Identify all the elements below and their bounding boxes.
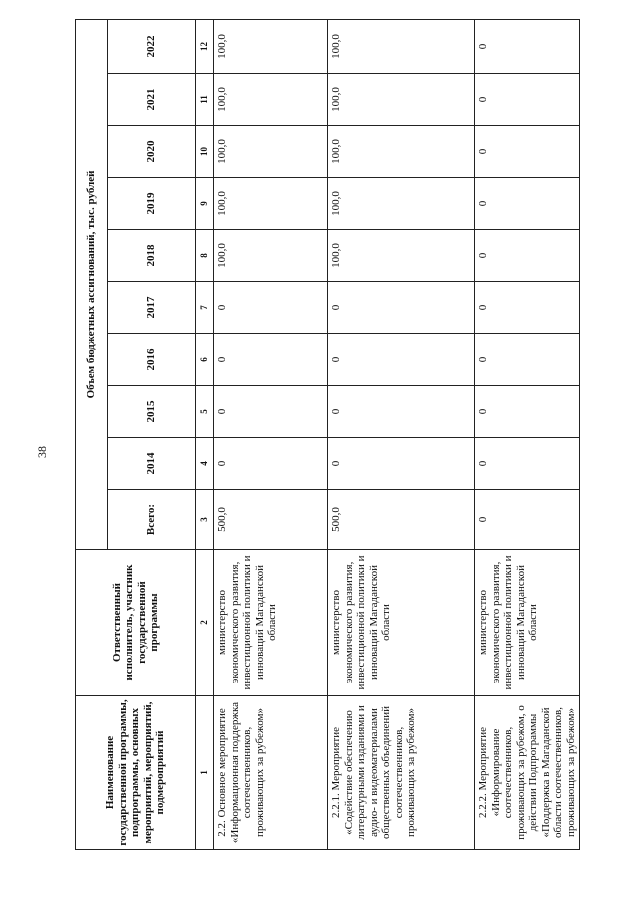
row-value: 0 (475, 19, 580, 73)
header-year: 2019 (108, 178, 196, 230)
row-value: 0 (328, 438, 475, 490)
header-total: Всего: (108, 490, 196, 550)
row-executor: министерство экономического развития, инвестиционной политики и инноваций Магаданской области (475, 550, 580, 696)
column-number: 1 (196, 696, 214, 850)
row-value: 0 (475, 334, 580, 386)
row-executor: министерство экономического развития, инвестиционной политики и инноваций Магаданской области (214, 550, 328, 696)
column-number: 8 (196, 230, 214, 282)
row-name: 2.2. Основное мероприятие «Информационная поддержка соотечественников, проживающих за рубежом» (214, 696, 328, 850)
row-value: 500,0 (328, 490, 475, 550)
row-value: 100,0 (328, 230, 475, 282)
header-year: 2018 (108, 230, 196, 282)
header-year: 2016 (108, 334, 196, 386)
column-number: 10 (196, 126, 214, 178)
row-value: 0 (475, 386, 580, 438)
table-row (475, 19, 580, 849)
header-executor: Ответственный исполнитель, участник государственной программы (76, 550, 196, 696)
column-number: 7 (196, 282, 214, 334)
row-value: 100,0 (214, 19, 328, 73)
row-name: 2.2.2. Мероприятие «Информирование соотечественников, проживающих за рубежом, о действии Подпрограммы «Поддержка в Магаданской области соотечественников, проживающих за рубежом» (475, 696, 580, 850)
column-number: 12 (196, 19, 214, 73)
column-number: 9 (196, 178, 214, 230)
header-name: Наименование государственной программы, подпрограммы, основных мероприятий, мероприятий, подмероприятий (76, 696, 196, 850)
row-value: 0 (475, 282, 580, 334)
row-value: 0 (475, 230, 580, 282)
header-year: 2020 (108, 126, 196, 178)
row-name: 2.2.1. Мероприятие «Содействие обеспечению литературными изданиями и аудио- и видеоматериалами общественных объединений соотечественников, проживающих за рубежом» (328, 696, 475, 850)
rotated-page (75, 20, 577, 850)
row-value: 0 (328, 282, 475, 334)
page-number: 38 (35, 446, 49, 458)
row-value: 100,0 (328, 19, 475, 73)
column-number: 2 (196, 550, 214, 696)
row-value: 100,0 (214, 178, 328, 230)
row-executor: министерство экономического развития, инвестиционной политики и инноваций Магаданской области (328, 550, 475, 696)
header-year: 2015 (108, 386, 196, 438)
column-number: 6 (196, 334, 214, 386)
row-value: 100,0 (328, 126, 475, 178)
row-value: 500,0 (214, 490, 328, 550)
row-value: 0 (475, 490, 580, 550)
header-year: 2017 (108, 282, 196, 334)
row-value: 100,0 (328, 74, 475, 126)
row-value: 0 (475, 74, 580, 126)
row-value: 0 (214, 282, 328, 334)
row-value: 100,0 (214, 74, 328, 126)
header-budget: Объем бюджетных ассигнований, тыс. рублей (76, 19, 108, 549)
header-year: 2014 (108, 438, 196, 490)
row-value: 0 (214, 438, 328, 490)
row-value: 0 (214, 386, 328, 438)
row-value: 0 (214, 334, 328, 386)
header-year: 2021 (108, 74, 196, 126)
header-year: 2022 (108, 19, 196, 73)
row-value: 100,0 (214, 126, 328, 178)
column-number: 4 (196, 438, 214, 490)
table-row (328, 19, 475, 849)
row-value: 0 (328, 334, 475, 386)
column-number: 3 (196, 490, 214, 550)
row-value: 0 (475, 178, 580, 230)
row-value: 0 (475, 438, 580, 490)
table-row (214, 19, 328, 849)
column-number: 11 (196, 74, 214, 126)
row-value: 0 (475, 126, 580, 178)
row-value: 100,0 (328, 178, 475, 230)
row-value: 100,0 (214, 230, 328, 282)
column-number: 5 (196, 386, 214, 438)
row-value: 0 (328, 386, 475, 438)
budget-table (75, 19, 580, 850)
